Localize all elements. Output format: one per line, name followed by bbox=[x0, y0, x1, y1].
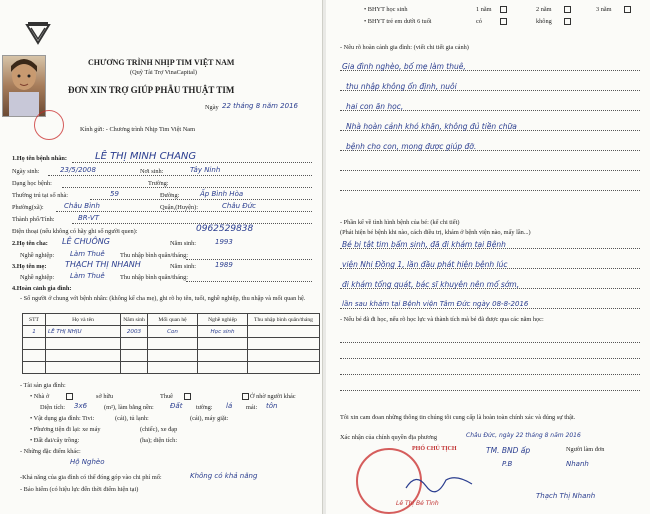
father-job-label: Nghề nghiệp: bbox=[20, 252, 55, 259]
land-label: • Đất đai/cây trồng: bbox=[30, 437, 80, 444]
phone-label: Điện thoại (nếu không có hãy ghi số người quen): bbox=[12, 228, 138, 235]
form-page-left bbox=[0, 0, 322, 514]
roof-label: tường: bbox=[196, 404, 213, 411]
mother-name-value: THẠCH THỊ NHANH bbox=[65, 260, 141, 269]
birthplace-value: Tây Ninh bbox=[190, 166, 221, 174]
bhyt-have: có bbox=[476, 18, 482, 25]
heart-logo-icon bbox=[24, 19, 52, 47]
disease-section-label: - Phần kể về tình hình bệnh của bé: (kể chi tiết) bbox=[340, 219, 460, 226]
table-cell: 2003 bbox=[121, 326, 148, 338]
hand-sign-1: TM. BND ấp bbox=[486, 446, 531, 455]
district-value: Châu Đức bbox=[222, 202, 256, 210]
bhyt-nothave: không bbox=[536, 18, 552, 25]
table-row bbox=[23, 350, 320, 362]
sponsor-note: (Quỹ Tài Trợ VinaCapital) bbox=[130, 69, 197, 76]
bhyt-2year: 2 năm bbox=[536, 6, 552, 13]
items-washer-label: (cái), máy giặt: bbox=[190, 415, 229, 422]
house-label: • Nhà ở bbox=[30, 393, 50, 400]
date-value: 22 tháng 8 năm 2016 bbox=[222, 102, 298, 110]
city-label: Thành phố/Tỉnh: bbox=[12, 216, 55, 223]
recipient: Kính gửi: - Chương trình Nhịp Tim Việt Nam bbox=[80, 126, 195, 133]
circumstances-line: bệnh cho con, mong được giúp đỡ. bbox=[346, 142, 477, 151]
bhyt-1year-checkbox[interactable] bbox=[500, 6, 507, 13]
father-income-label: Thu nhập bình quân/tháng: bbox=[120, 252, 189, 259]
father-name-value: LÊ CHUÔNG bbox=[62, 237, 110, 246]
disease-line: đi khám tổng quát, bác sĩ khuyên nên mổ sớm, bbox=[342, 280, 520, 289]
family-section-label: 4.Hoàn cảnh gia đình: bbox=[12, 285, 72, 292]
area-label: Diện tích: bbox=[40, 404, 66, 411]
circumstances-line: thu nhập không ổn định, nuôi bbox=[346, 82, 457, 91]
table-header: Nghề nghiệp bbox=[198, 314, 248, 326]
table-header: Họ và tên bbox=[46, 314, 121, 326]
table-header: STT bbox=[23, 314, 46, 326]
bhyt-1year: 1 năm bbox=[476, 6, 492, 13]
table-header: Năm sinh bbox=[121, 314, 148, 326]
father-job-value: Làm Thuê bbox=[70, 250, 105, 258]
applicant-name: Thạch Thị Nhanh bbox=[536, 492, 596, 500]
official-signature bbox=[404, 470, 474, 494]
residence-value: 59 bbox=[110, 190, 119, 198]
official-name: Lê Thị Bé Tình bbox=[396, 500, 439, 507]
bhyt-student-label: • BHYT học sinh bbox=[364, 6, 408, 13]
bhyt-have-checkbox[interactable] bbox=[500, 18, 507, 25]
family-members-table bbox=[22, 313, 320, 374]
table-cell: Học sinh bbox=[198, 326, 248, 338]
bhyt-2year-checkbox[interactable] bbox=[564, 6, 571, 13]
confirm-label: Xác nhận của chính quyền địa phương bbox=[340, 434, 437, 441]
bhyt-child-label: • BHYT trẻ em dưới 6 tuổi bbox=[364, 18, 432, 25]
wall-value: Đất bbox=[170, 402, 183, 410]
circumstances-label: - Nêu rõ hoàn cảnh gia đình: (viết chi tiết gia cảnh) bbox=[340, 44, 469, 51]
table-header: Thu nhập bình quân/tháng bbox=[248, 314, 320, 326]
road-value: Ấp Bình Hòa bbox=[200, 190, 244, 198]
disease-line: viện Nhi Đồng 1, lần đầu phát hiện bệnh lúc bbox=[342, 260, 508, 269]
ward-value: Châu Bình bbox=[64, 202, 100, 210]
birthplace-label: Nơi sinh: bbox=[140, 168, 164, 175]
roof-value: lá bbox=[226, 402, 233, 410]
house-rent-checkbox[interactable] bbox=[184, 393, 191, 400]
table-row bbox=[23, 338, 320, 350]
family-note: - Số người ở chung với bệnh nhân: (không kể cha mẹ), ghi rõ họ tên, tuổi, nghề nghiệp, thu nhập và mối quan hệ. bbox=[20, 295, 306, 302]
items-fridge-label: (cái), tủ lạnh: bbox=[115, 415, 149, 422]
contribution-label: -Khả năng của gia đình có thể đóng góp vào chi phí mổ: bbox=[20, 474, 162, 481]
land-rest: (ha); diện tích: bbox=[140, 437, 178, 444]
area-value: 3x6 bbox=[74, 402, 88, 410]
house-other-checkbox[interactable] bbox=[242, 393, 249, 400]
mother-birthyear-value: 1989 bbox=[215, 261, 233, 269]
roof2-label: mái: bbox=[246, 404, 258, 411]
bhyt-3year-checkbox[interactable] bbox=[624, 6, 631, 13]
disease-line: lần sau khám tại Bệnh viện Tâm Đức ngày 08-8-2016 bbox=[342, 300, 529, 308]
patient-name-label: 1.Họ tên bệnh nhân: bbox=[12, 155, 67, 162]
mother-birthyear-label: Năm sinh: bbox=[170, 263, 197, 270]
wall-label: (m²), làm bằng nền: bbox=[104, 404, 154, 411]
residence-label: Thường trú tại số nhà: bbox=[12, 192, 69, 199]
confirm-date: Châu Đức, ngày 22 tháng 8 năm 2016 bbox=[466, 432, 581, 439]
city-value: BR-VT bbox=[78, 214, 99, 222]
red-seal-stamp bbox=[34, 110, 64, 140]
table-cell: 1 bbox=[23, 326, 46, 338]
school-label: Trường: bbox=[148, 180, 169, 187]
mother-job-label: Nghề nghiệp: bbox=[20, 274, 55, 281]
district-label: Quận,(Huyện): bbox=[160, 204, 198, 211]
commitment-text: Tôi xin cam đoan những thông tin chúng tôi cung cấp là hoàn toàn chính xác và đúng sự thật. bbox=[340, 414, 576, 421]
date-label: Ngày bbox=[205, 104, 219, 111]
patient-name-value: LÊ THỊ MINH CHANG bbox=[95, 151, 197, 162]
mother-name-label: 3.Họ tên mẹ: bbox=[12, 263, 47, 270]
items-label: • Vật dụng gia đình: Tivi: bbox=[30, 415, 95, 422]
father-name-label: 2.Họ tên cha: bbox=[12, 240, 48, 247]
house-rent-label: Thuê bbox=[160, 393, 173, 400]
circumstances-line: Gia đình nghèo, bố mẹ làm thuê, bbox=[342, 62, 466, 71]
table-row bbox=[23, 326, 320, 338]
disease-line: Bé bị tật tim bẩm sinh, đã đi khám tại Bệnh bbox=[342, 240, 506, 249]
special-label: - Những đặc điểm khác: bbox=[20, 448, 81, 455]
stamp-title: PHÓ CHỦ TỊCH bbox=[412, 446, 457, 452]
form-title: ĐƠN XIN TRỢ GIÚP PHẪU THUẬT TIM bbox=[68, 85, 235, 95]
form-page-right bbox=[326, 0, 650, 514]
mother-job-value: Làm Thuê bbox=[70, 272, 105, 280]
transport-rest: (chiếc), xe đạp bbox=[140, 426, 178, 433]
house-other-label: Ở nhờ người khác bbox=[250, 393, 296, 400]
study-label: - Nếu bé đã đi học, nếu rõ học lực và thành tích mà bé đã được qua các năm học: bbox=[340, 316, 544, 323]
father-birthyear-label: Năm sinh: bbox=[170, 240, 197, 247]
road-label: Đường: bbox=[160, 192, 180, 199]
circumstances-line: hai con ăn học, bbox=[346, 102, 404, 111]
house-own-checkbox[interactable] bbox=[66, 393, 73, 400]
program-title: CHƯƠNG TRÌNH NHỊP TIM VIỆT NAM bbox=[88, 58, 235, 67]
hand-sign-2: P.B bbox=[502, 460, 513, 468]
special-value: Hộ Nghèo bbox=[70, 458, 105, 466]
circumstances-line: Nhà hoàn cảnh khó khăn, không đủ tiền chữa bbox=[346, 122, 517, 131]
mother-income-label: Thu nhập bình quân/tháng: bbox=[120, 274, 189, 281]
insurance-label: - Bảo hiểm (có hiệu lực đến thời điểm hiện tại) bbox=[20, 486, 139, 493]
table-header-row bbox=[23, 314, 320, 326]
contribution-value: Không có khả năng bbox=[190, 472, 258, 480]
disease-label: Dạng học bệnh: bbox=[12, 180, 52, 187]
table-cell: Con bbox=[148, 326, 198, 338]
house-own-label: sở hữu bbox=[96, 393, 114, 400]
hand-sign-3: Nhanh bbox=[566, 460, 589, 468]
ward-label: Phường(xã): bbox=[12, 204, 44, 211]
father-birthyear-value: 1993 bbox=[215, 238, 233, 246]
table-cell: LÊ THỊ NHỊU bbox=[46, 326, 121, 338]
bhyt-3year: 3 năm bbox=[596, 6, 612, 13]
birth-label: Ngày sinh: bbox=[12, 168, 40, 175]
patient-photo bbox=[2, 55, 46, 117]
assets-label: - Tài sản gia đình: bbox=[20, 382, 66, 389]
table-cell bbox=[248, 326, 320, 338]
phone-value: 0962529838 bbox=[196, 224, 254, 234]
roof2-value: tôn bbox=[266, 402, 278, 410]
disease-section-sub: (Phát hiện bé bệnh khi nào, cách điều trị, khám ở bệnh viện nào, mấy lần...) bbox=[340, 229, 531, 236]
bhyt-nothave-checkbox[interactable] bbox=[564, 18, 571, 25]
birth-value: 23/5/2008 bbox=[60, 166, 96, 174]
transport-label: • Phương tiện đi lại: xe máy bbox=[30, 426, 101, 433]
signer-label: Người làm đơn bbox=[566, 446, 605, 453]
table-header: Mối quan hệ bbox=[148, 314, 198, 326]
table-row bbox=[23, 362, 320, 374]
